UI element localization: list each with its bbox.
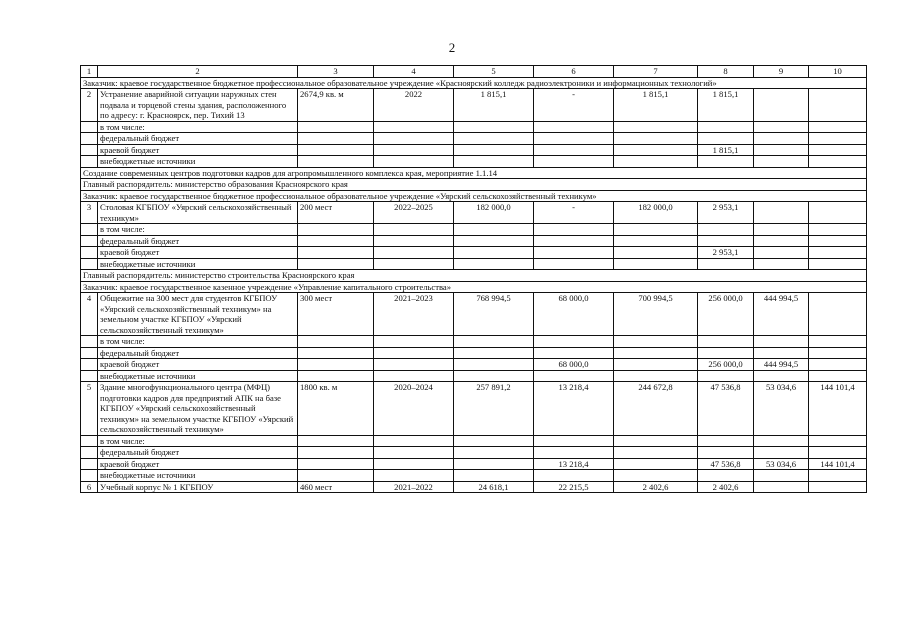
table-cell (374, 336, 454, 348)
sub-row (81, 447, 867, 459)
table-cell (754, 202, 809, 224)
header-row (81, 66, 867, 78)
table-cell: Устранение аварийной ситуации наружных стен подвала и торцевой стены здания, расположенного по адресу: г. Красноярск, пер. Тихий 13 (98, 89, 298, 122)
table-cell (754, 481, 809, 493)
table-cell (754, 89, 809, 122)
table-cell (614, 447, 698, 459)
table-cell (534, 336, 614, 348)
section-row (81, 270, 867, 282)
section-row (81, 179, 867, 191)
table-cell (298, 235, 374, 247)
table-cell (698, 224, 754, 236)
sub-row (81, 458, 867, 470)
table-cell (809, 156, 867, 168)
sub-row (81, 359, 867, 371)
table-cell (754, 435, 809, 447)
table-cell (809, 121, 867, 133)
table-cell (614, 435, 698, 447)
table-cell (374, 447, 454, 459)
header-cell: 5 (454, 66, 534, 78)
sub-row (81, 247, 867, 259)
table-cell: 182 000,0 (614, 202, 698, 224)
table-cell: 6 (81, 481, 98, 493)
table-cell (614, 359, 698, 371)
table-cell (374, 133, 454, 145)
table-cell: Общежитие на 300 мест для студентов КГБПОУ «Уярский сельскохозяйственный техникум» на земельном участке КГБПОУ «Уярский сельскохозяйственный техникум» (98, 293, 298, 336)
table-cell (81, 133, 98, 145)
table-cell (81, 435, 98, 447)
section-row (81, 190, 867, 202)
table-cell: 1 815,1 (698, 144, 754, 156)
section-label: Главный распорядитель: министерство строительства Красноярского края (81, 270, 867, 282)
table-cell (809, 481, 867, 493)
table-cell (614, 144, 698, 156)
table-cell (614, 458, 698, 470)
table-cell (698, 133, 754, 145)
table-cell (534, 121, 614, 133)
table-cell: 53 034,6 (754, 382, 809, 436)
table-cell: 2 953,1 (698, 247, 754, 259)
table-cell: 444 994,5 (754, 359, 809, 371)
table-cell (81, 458, 98, 470)
table-cell (298, 121, 374, 133)
table-cell (534, 247, 614, 259)
section-label: Заказчик: краевое государственное бюджетное профессиональное образовательное учреждение «Красноярский колледж радиоэлектроники и информационных технологий» (81, 77, 867, 89)
table-row (81, 382, 867, 436)
table-cell (81, 470, 98, 482)
table-cell (809, 144, 867, 156)
table-cell: краевой бюджет (98, 247, 298, 259)
table-cell: 2022 (374, 89, 454, 122)
table-cell (809, 224, 867, 236)
table-cell (454, 144, 534, 156)
table-cell: 2 (81, 89, 98, 122)
table-cell (298, 258, 374, 270)
table-cell: 182 000,0 (454, 202, 534, 224)
table-cell (754, 156, 809, 168)
table-cell (614, 370, 698, 382)
table-cell (534, 133, 614, 145)
table-cell (534, 370, 614, 382)
table-cell (754, 470, 809, 482)
table-cell (809, 347, 867, 359)
table-cell (298, 336, 374, 348)
table-cell: в том числе: (98, 435, 298, 447)
table-cell (754, 121, 809, 133)
table-cell (534, 435, 614, 447)
table-cell (298, 447, 374, 459)
table-cell (809, 247, 867, 259)
table-cell (454, 258, 534, 270)
table-row (81, 89, 867, 122)
table-cell (374, 347, 454, 359)
table-cell: Учебный корпус № 1 КГБПОУ (98, 481, 298, 493)
table-cell (374, 121, 454, 133)
table-cell: внебюджетные источники (98, 258, 298, 270)
table-cell (298, 144, 374, 156)
table-cell (374, 470, 454, 482)
table-cell: 22 215,5 (534, 481, 614, 493)
table-cell: 1 815,1 (454, 89, 534, 122)
table-cell (809, 89, 867, 122)
table-row (81, 481, 867, 493)
table-cell (454, 435, 534, 447)
table-cell (374, 435, 454, 447)
table-cell: краевой бюджет (98, 144, 298, 156)
table-cell (754, 224, 809, 236)
sub-row (81, 470, 867, 482)
table-cell (698, 156, 754, 168)
section-row (81, 281, 867, 293)
table-cell: 4 (81, 293, 98, 336)
table-cell: 2 953,1 (698, 202, 754, 224)
table-cell: 1 815,1 (698, 89, 754, 122)
table-cell (534, 235, 614, 247)
sub-row (81, 121, 867, 133)
table-cell: 1800 кв. м (298, 382, 374, 436)
table-cell: краевой бюджет (98, 359, 298, 371)
table-cell (374, 144, 454, 156)
header-cell: 3 (298, 66, 374, 78)
table-cell (454, 247, 534, 259)
table-cell (614, 235, 698, 247)
table-cell (454, 224, 534, 236)
table-cell: 144 101,4 (809, 458, 867, 470)
table-cell: федеральный бюджет (98, 347, 298, 359)
header-cell: 7 (614, 66, 698, 78)
table-cell (534, 144, 614, 156)
table-cell (534, 470, 614, 482)
page-number: 2 (448, 40, 456, 55)
table-cell (298, 370, 374, 382)
section-row (81, 167, 867, 179)
sub-row (81, 370, 867, 382)
table-cell (698, 370, 754, 382)
table-cell (809, 435, 867, 447)
table-cell: 768 994,5 (454, 293, 534, 336)
table-cell (374, 458, 454, 470)
sub-row (81, 235, 867, 247)
table-cell (454, 235, 534, 247)
table-cell (298, 156, 374, 168)
section-label: Заказчик: краевое государственное бюджетное профессиональное образовательное учреждение «Уярский сельскохозяйственный техникум» (81, 190, 867, 202)
table-cell (81, 235, 98, 247)
table-cell (809, 370, 867, 382)
table-row (81, 293, 867, 336)
table-cell (809, 133, 867, 145)
table-cell (698, 435, 754, 447)
table-cell (614, 156, 698, 168)
table-cell (614, 247, 698, 259)
table-cell: - (534, 202, 614, 224)
header-cell: 10 (809, 66, 867, 78)
sub-row (81, 133, 867, 145)
table-cell: 68 000,0 (534, 359, 614, 371)
table-cell (698, 258, 754, 270)
table-cell (454, 133, 534, 145)
section-label: Создание современных центров подготовки кадров для агропромышленного комплекса края, мероприятие 1.1.14 (81, 167, 867, 179)
table-cell (81, 359, 98, 371)
table-cell: 2 402,6 (698, 481, 754, 493)
table-cell (374, 370, 454, 382)
table-cell (534, 447, 614, 459)
table-cell (298, 224, 374, 236)
table-cell: 2022–2025 (374, 202, 454, 224)
header-cell: 6 (534, 66, 614, 78)
table-cell (698, 235, 754, 247)
table-cell (81, 156, 98, 168)
table-cell (754, 347, 809, 359)
table-cell: 13 218,4 (534, 458, 614, 470)
budget-table (80, 65, 867, 493)
table-cell: 300 мест (298, 293, 374, 336)
table-cell (698, 470, 754, 482)
table-cell (698, 121, 754, 133)
table-cell (809, 258, 867, 270)
table-cell: федеральный бюджет (98, 133, 298, 145)
table-cell: 13 218,4 (534, 382, 614, 436)
table-cell (374, 359, 454, 371)
table-cell: в том числе: (98, 336, 298, 348)
header-cell: 9 (754, 66, 809, 78)
table-cell (809, 470, 867, 482)
header-cell: 8 (698, 66, 754, 78)
table-cell (754, 258, 809, 270)
table-cell: 700 994,5 (614, 293, 698, 336)
sub-row (81, 347, 867, 359)
table-cell (298, 435, 374, 447)
header-cell: 4 (374, 66, 454, 78)
table-cell (809, 235, 867, 247)
table-cell (454, 156, 534, 168)
sub-row (81, 144, 867, 156)
table-cell (698, 447, 754, 459)
table-cell (81, 336, 98, 348)
table-cell: в том числе: (98, 121, 298, 133)
table-cell (534, 347, 614, 359)
header-cell: 1 (81, 66, 98, 78)
table-cell: Столовая КГБПОУ «Уярский сельскохозяйственный техникум» (98, 202, 298, 224)
table-cell: 24 618,1 (454, 481, 534, 493)
table-cell: 68 000,0 (534, 293, 614, 336)
table-cell (374, 247, 454, 259)
section-label: Заказчик: краевое государственное казенное учреждение «Управление капитального строительства» (81, 281, 867, 293)
table-cell (754, 235, 809, 247)
sub-row (81, 336, 867, 348)
table-cell: 2021–2023 (374, 293, 454, 336)
table-cell: 144 101,4 (809, 382, 867, 436)
table-cell (81, 370, 98, 382)
table-cell (298, 247, 374, 259)
table-cell (454, 359, 534, 371)
sub-row (81, 224, 867, 236)
table-cell (614, 121, 698, 133)
table-cell: внебюджетные источники (98, 370, 298, 382)
table-cell (374, 235, 454, 247)
table-cell (454, 336, 534, 348)
table-cell: 2020–2024 (374, 382, 454, 436)
header-cell: 2 (98, 66, 298, 78)
table-cell: 256 000,0 (698, 293, 754, 336)
table-cell (298, 470, 374, 482)
table-cell (454, 458, 534, 470)
table-cell (698, 336, 754, 348)
table-cell: 2021–2022 (374, 481, 454, 493)
table-cell: 460 мест (298, 481, 374, 493)
table-cell: внебюджетные источники (98, 156, 298, 168)
table-cell: 256 000,0 (698, 359, 754, 371)
table-cell (81, 121, 98, 133)
table-cell (374, 156, 454, 168)
section-label: Главный распорядитель: министерство образования Красноярского края (81, 179, 867, 191)
table-cell (298, 458, 374, 470)
table-cell: 1 815,1 (614, 89, 698, 122)
table-cell: - (534, 89, 614, 122)
sub-row (81, 258, 867, 270)
table-cell (454, 121, 534, 133)
table-cell (614, 470, 698, 482)
table-cell (809, 359, 867, 371)
table-cell: 2 402,6 (614, 481, 698, 493)
section-row (81, 77, 867, 89)
table-cell (81, 224, 98, 236)
table-cell (698, 347, 754, 359)
table-cell (754, 447, 809, 459)
table-cell (754, 247, 809, 259)
table-cell: внебюджетные источники (98, 470, 298, 482)
table-cell (298, 359, 374, 371)
table-cell (534, 224, 614, 236)
table-cell: федеральный бюджет (98, 447, 298, 459)
table-cell: 5 (81, 382, 98, 436)
table-cell (298, 347, 374, 359)
table-row (81, 202, 867, 224)
table-cell (754, 144, 809, 156)
table-cell (809, 293, 867, 336)
table-cell (454, 370, 534, 382)
sub-row (81, 156, 867, 168)
table-cell (81, 347, 98, 359)
table-cell (614, 347, 698, 359)
table-cell (614, 258, 698, 270)
table-cell (454, 347, 534, 359)
table-cell: 3 (81, 202, 98, 224)
table-cell: 53 034,6 (754, 458, 809, 470)
table-cell (534, 156, 614, 168)
table-cell (454, 470, 534, 482)
table-cell: Здание многофункционального центра (МФЦ) подготовки кадров для предприятий АПК на базе КГБПОУ «Уярский сельскохозяйственный техникум» на земельном участке КГБПОУ «Уярский сельскохозяйственный техникум» (98, 382, 298, 436)
table-cell (614, 133, 698, 145)
table-cell: федеральный бюджет (98, 235, 298, 247)
table-cell (81, 247, 98, 259)
table-cell (81, 258, 98, 270)
table-cell (298, 133, 374, 145)
table-cell (754, 370, 809, 382)
table-cell (81, 144, 98, 156)
table-cell (454, 447, 534, 459)
table-cell (809, 202, 867, 224)
table-cell (374, 258, 454, 270)
table-cell (809, 336, 867, 348)
table-cell: в том числе: (98, 224, 298, 236)
table-cell (374, 224, 454, 236)
table-cell (614, 336, 698, 348)
table-cell (81, 447, 98, 459)
table-cell: 444 994,5 (754, 293, 809, 336)
table-cell: 257 891,2 (454, 382, 534, 436)
table-cell: 200 мест (298, 202, 374, 224)
sub-row (81, 435, 867, 447)
table-cell (754, 133, 809, 145)
table-cell (614, 224, 698, 236)
table-cell: 47 536,8 (698, 382, 754, 436)
table-cell: 2674,9 кв. м (298, 89, 374, 122)
table-cell: краевой бюджет (98, 458, 298, 470)
table-cell (754, 336, 809, 348)
table-cell (809, 447, 867, 459)
table-cell (534, 258, 614, 270)
table-cell: 244 672,8 (614, 382, 698, 436)
table-cell: 47 536,8 (698, 458, 754, 470)
